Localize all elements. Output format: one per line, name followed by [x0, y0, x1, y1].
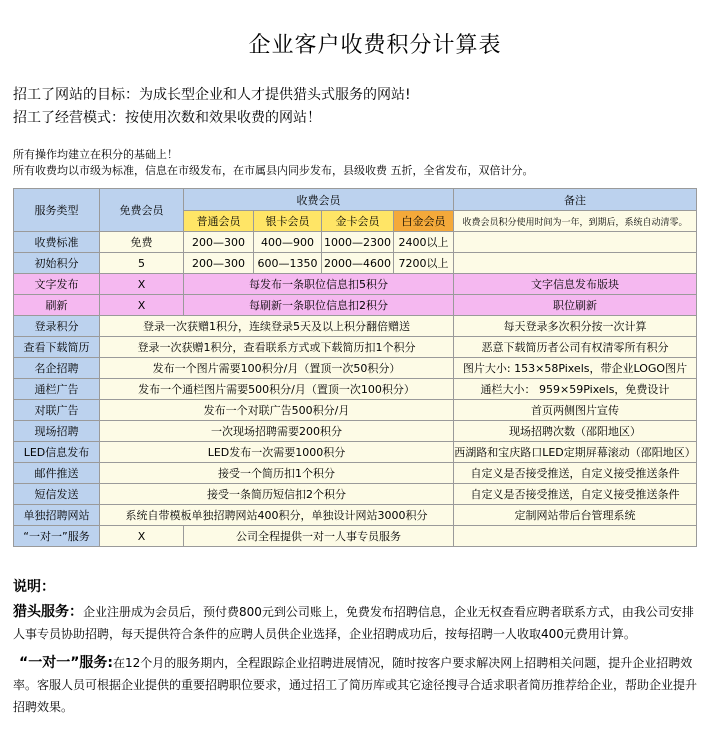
tier-cell: 200—300: [184, 232, 254, 253]
remark-cell: 文字信息发布版块: [454, 274, 697, 295]
row-label: “一对一”服务: [14, 526, 100, 547]
rule-cell: 发布一个对联广告500积分/月: [100, 400, 454, 421]
remark-cell: 通栏大小： 959×59Pixels，免费设计: [454, 379, 697, 400]
table-row: [14, 316, 697, 337]
one-on-one-paragraph: [13, 652, 698, 718]
row-label: LED信息发布: [14, 442, 100, 463]
tier-cell: 1000—2300: [322, 232, 394, 253]
intro-goal: 招工了网站的目标：为成长型企业和人才提供猎头式服务的网站!: [13, 87, 411, 103]
rule-cell: 一次现场招聘需要200积分: [100, 421, 454, 442]
remark-cell: [454, 232, 697, 253]
rule-cell: 公司全程提供一对一人事专员服务: [184, 526, 454, 547]
note-points-basis: 所有操作均建立在积分的基础上！: [13, 148, 178, 161]
remark-cell: 定制网站带后台管理系统: [454, 505, 697, 526]
tier-cell: 7200以上: [394, 253, 454, 274]
rule-cell: 系统自带模板单独招聘网站400积分，单独设计网站3000积分: [100, 505, 454, 526]
table-row: [14, 421, 697, 442]
rule-cell: 发布一个通栏图片需要500积分/月（置顶一次100积分）: [100, 379, 454, 400]
free-cell: X: [100, 274, 184, 295]
table-row: [14, 358, 697, 379]
row-label: 收费标准: [14, 232, 100, 253]
remark-cell: 自定义是否接受推送，自定义接受推送条件: [454, 463, 697, 484]
fee-points-table: [13, 188, 697, 547]
headhunter-paragraph: [13, 601, 698, 645]
row-label: 初始积分: [14, 253, 100, 274]
one-on-one-text: 在12个月的服务期内，全程跟踪企业招聘进展情况，随时按客户要求解决网上招聘相关问题，提升企业招聘效率。客服人员可根据企业提供的重要招聘职位要求，通过招工了简历库或其它途径搜寻合适求职者简历推荐给企业，帮助企业提升招聘效果。: [13, 656, 698, 714]
intro-model: 招工了经营模式：按使用次数和效果收费的网站！: [13, 110, 321, 126]
explanation-heading: 说明：: [13, 579, 55, 595]
header-paid-member: 收费会员: [184, 189, 454, 211]
free-cell: X: [100, 295, 184, 316]
table-row: [14, 274, 697, 295]
tier-platinum: 白金会员: [394, 211, 454, 232]
remark-cell: 图片大小: 153×58Pixels，带企业LOGO图片: [454, 358, 697, 379]
header-service-type: 服务类型: [14, 189, 100, 232]
table-row: [14, 463, 697, 484]
free-cell: X: [100, 526, 184, 547]
table-row: [14, 295, 697, 316]
tier-silver: 银卡会员: [254, 211, 322, 232]
tier-gold: 金卡会员: [322, 211, 394, 232]
row-label: 现场招聘: [14, 421, 100, 442]
free-cell: 免费: [100, 232, 184, 253]
tier-cell: 2000—4600: [322, 253, 394, 274]
tier-cell: 600—1350: [254, 253, 322, 274]
tier-cell: 2400以上: [394, 232, 454, 253]
remark-cell: 自定义是否接受推送，自定义接受推送条件: [454, 484, 697, 505]
rule-cell: 每发布一条职位信息扣5积分: [184, 274, 454, 295]
rule-cell: LED发布一次需要1000积分: [100, 442, 454, 463]
remark-cell: [454, 526, 697, 547]
table-row-fee: [14, 232, 697, 253]
row-label: 短信发送: [14, 484, 100, 505]
one-on-one-title: “一对一”服务:: [19, 655, 114, 671]
table-row: [14, 337, 697, 358]
table-row-points: [14, 253, 697, 274]
row-label: 对联广告: [14, 400, 100, 421]
remark-cell: 现场招聘次数（邵阳地区）: [454, 421, 697, 442]
tier-regular: 普通会员: [184, 211, 254, 232]
free-cell: 5: [100, 253, 184, 274]
row-label: 刷新: [14, 295, 100, 316]
row-label: 单独招聘网站: [14, 505, 100, 526]
page-title: 企业客户收费积分计算表: [248, 33, 502, 58]
remark-cell: 职位刷新: [454, 295, 697, 316]
remark-cell: 恶意下载简历者公司有权清零所有积分: [454, 337, 697, 358]
row-label: 通栏广告: [14, 379, 100, 400]
row-label: 文字发布: [14, 274, 100, 295]
table-row: [14, 379, 697, 400]
table-row: [14, 505, 697, 526]
table-row: [14, 400, 697, 421]
remark-cell: [454, 253, 697, 274]
tier-cell: 200—300: [184, 253, 254, 274]
header-free-member: 免费会员: [100, 189, 184, 232]
header-remarks: 备注: [454, 189, 697, 211]
headhunter-text: 企业注册成为会员后，预付费800元到公司账上，免费发布招聘信息，企业无权查看应聘者联系方式，由我公司安排人事专员协助招聘，每天提供符合条件的应聘人员供企业选择，企业招聘成功后，按每招聘一人收取400元费用计算。: [13, 605, 694, 641]
table-row: [14, 442, 697, 463]
remark-cell: 首页两侧图片宣传: [454, 400, 697, 421]
rule-cell: 登录一次获赠1积分，查看联系方式或下载简历扣1个积分: [100, 337, 454, 358]
rule-cell: 接受一条简历短信扣2个积分: [100, 484, 454, 505]
remarks-header-note: 收费会员积分使用时间为一年，到期后，系统自动清零。: [454, 211, 697, 232]
remark-cell: 每天登录多次积分按一次计算: [454, 316, 697, 337]
rule-cell: 登录一次获赠1积分，连续登录5天及以上积分翻倍赠送: [100, 316, 454, 337]
tier-cell: 400—900: [254, 232, 322, 253]
table-row: [14, 484, 697, 505]
note-fee-standard: 所有收费均以市级为标准，信息在市级发布，在市属县内同步发布，县级收费 五折，全省发布，双倍计分。: [13, 164, 534, 177]
rule-cell: 接受一个简历扣1个积分: [100, 463, 454, 484]
row-label: 登录积分: [14, 316, 100, 337]
remark-cell: 西湖路和宝庆路口LED定期屏幕滚动（邵阳地区）: [454, 442, 697, 463]
row-label: 查看下载简历: [14, 337, 100, 358]
row-label: 名企招聘: [14, 358, 100, 379]
table-row: [14, 526, 697, 547]
row-label: 邮件推送: [14, 463, 100, 484]
headhunter-title: 猎头服务：: [13, 604, 83, 620]
rule-cell: 发布一个图片需要100积分/月（置顶一次50积分）: [100, 358, 454, 379]
rule-cell: 每刷新一条职位信息扣2积分: [184, 295, 454, 316]
